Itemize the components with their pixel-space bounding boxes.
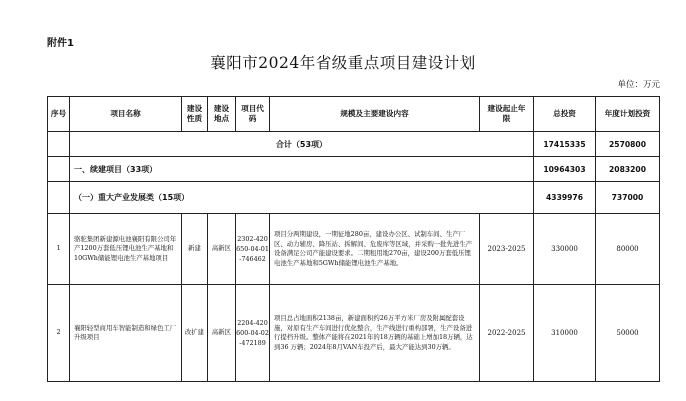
project-nature: 改扩建 xyxy=(182,285,208,382)
page-title: 襄阳市2024年省级重点项目建设计划 xyxy=(210,54,476,72)
project-index: 1 xyxy=(48,214,70,285)
header-location: 建设地点 xyxy=(208,97,236,132)
project-nature: 新建 xyxy=(182,214,208,285)
project-location: 高新区 xyxy=(208,285,236,382)
attachment-label: 附件1 xyxy=(47,38,74,49)
project-name: 骆驼集团新建源电池襄阳有限公司年产1200万套低压锂电池生产基地和10GWh储能锂电池生产基地项目 xyxy=(70,214,182,285)
total-investment: 17415335 xyxy=(534,132,596,157)
header-name: 项目名称 xyxy=(70,97,182,132)
project-content: 项目总占地面积2138亩，新建面积约26万平方米厂房及附属配套设施，对原有生产车间进行优化整合，生产线进行重构部署，生产设备进行提档升级。整体产能将在2021年的18万辆的基础上增加18万辆，达到36 万辆；2024年8月VAN车投产后，最大产能达到30万辆。 xyxy=(270,285,480,382)
category-label xyxy=(70,182,534,214)
project-content: 项目分两期建设，一期征地280亩，建设办公区、试制车间、生产厂区、动力辅房、降压站、拆解间、危废库等区域，并采购一批先进生产设备满足公司产能建设要求。二期租用地270亩，建设200万套低压锂电池生产基地和5GWh储能锂电池生产基地。 xyxy=(270,214,480,285)
project-name: 襄阳轻型商用车智能制造和绿色工厂升级项目 xyxy=(70,285,182,382)
total-row xyxy=(48,132,660,157)
project-period: 2022-2025 xyxy=(480,285,534,382)
project-annual: 80000 xyxy=(596,214,660,285)
table-row xyxy=(48,285,660,382)
header-total-investment: 总投资 xyxy=(534,97,596,132)
project-table xyxy=(47,96,660,382)
continued-total: 10964303 xyxy=(534,157,596,182)
category-row xyxy=(48,182,660,214)
header-annual-plan: 年度计划投资 xyxy=(596,97,660,132)
header-index: 序号 xyxy=(48,97,70,132)
project-location: 高新区 xyxy=(208,214,236,285)
category-total: 4339976 xyxy=(534,182,596,214)
header-row xyxy=(48,97,660,132)
header-code: 项目代码 xyxy=(236,97,270,132)
header-nature: 建设性质 xyxy=(182,97,208,132)
header-period: 建设起止年限 xyxy=(480,97,534,132)
total-label: 合计（53项） xyxy=(70,132,534,157)
continued-annual: 2083200 xyxy=(596,157,660,182)
category-label-text: （一）重大产业发展类（15项） xyxy=(74,193,190,202)
table-row xyxy=(48,214,660,285)
category-annual: 737000 xyxy=(596,182,660,214)
project-code: 2204-420600-04-02-472189 xyxy=(236,285,270,382)
total-annual: 2570800 xyxy=(596,132,660,157)
unit-label: 单位：万元 xyxy=(617,80,660,90)
project-total: 310000 xyxy=(534,285,596,382)
project-annual: 50000 xyxy=(596,285,660,382)
project-index: 2 xyxy=(48,285,70,382)
project-code: 2302-420650-04-01-746462 xyxy=(236,214,270,285)
project-period: 2023-2025 xyxy=(480,214,534,285)
header-content: 规模及主要建设内容 xyxy=(270,97,480,132)
continued-row xyxy=(48,157,660,182)
project-total: 330000 xyxy=(534,214,596,285)
continued-label: 一、续建项目（33项） xyxy=(70,157,534,182)
